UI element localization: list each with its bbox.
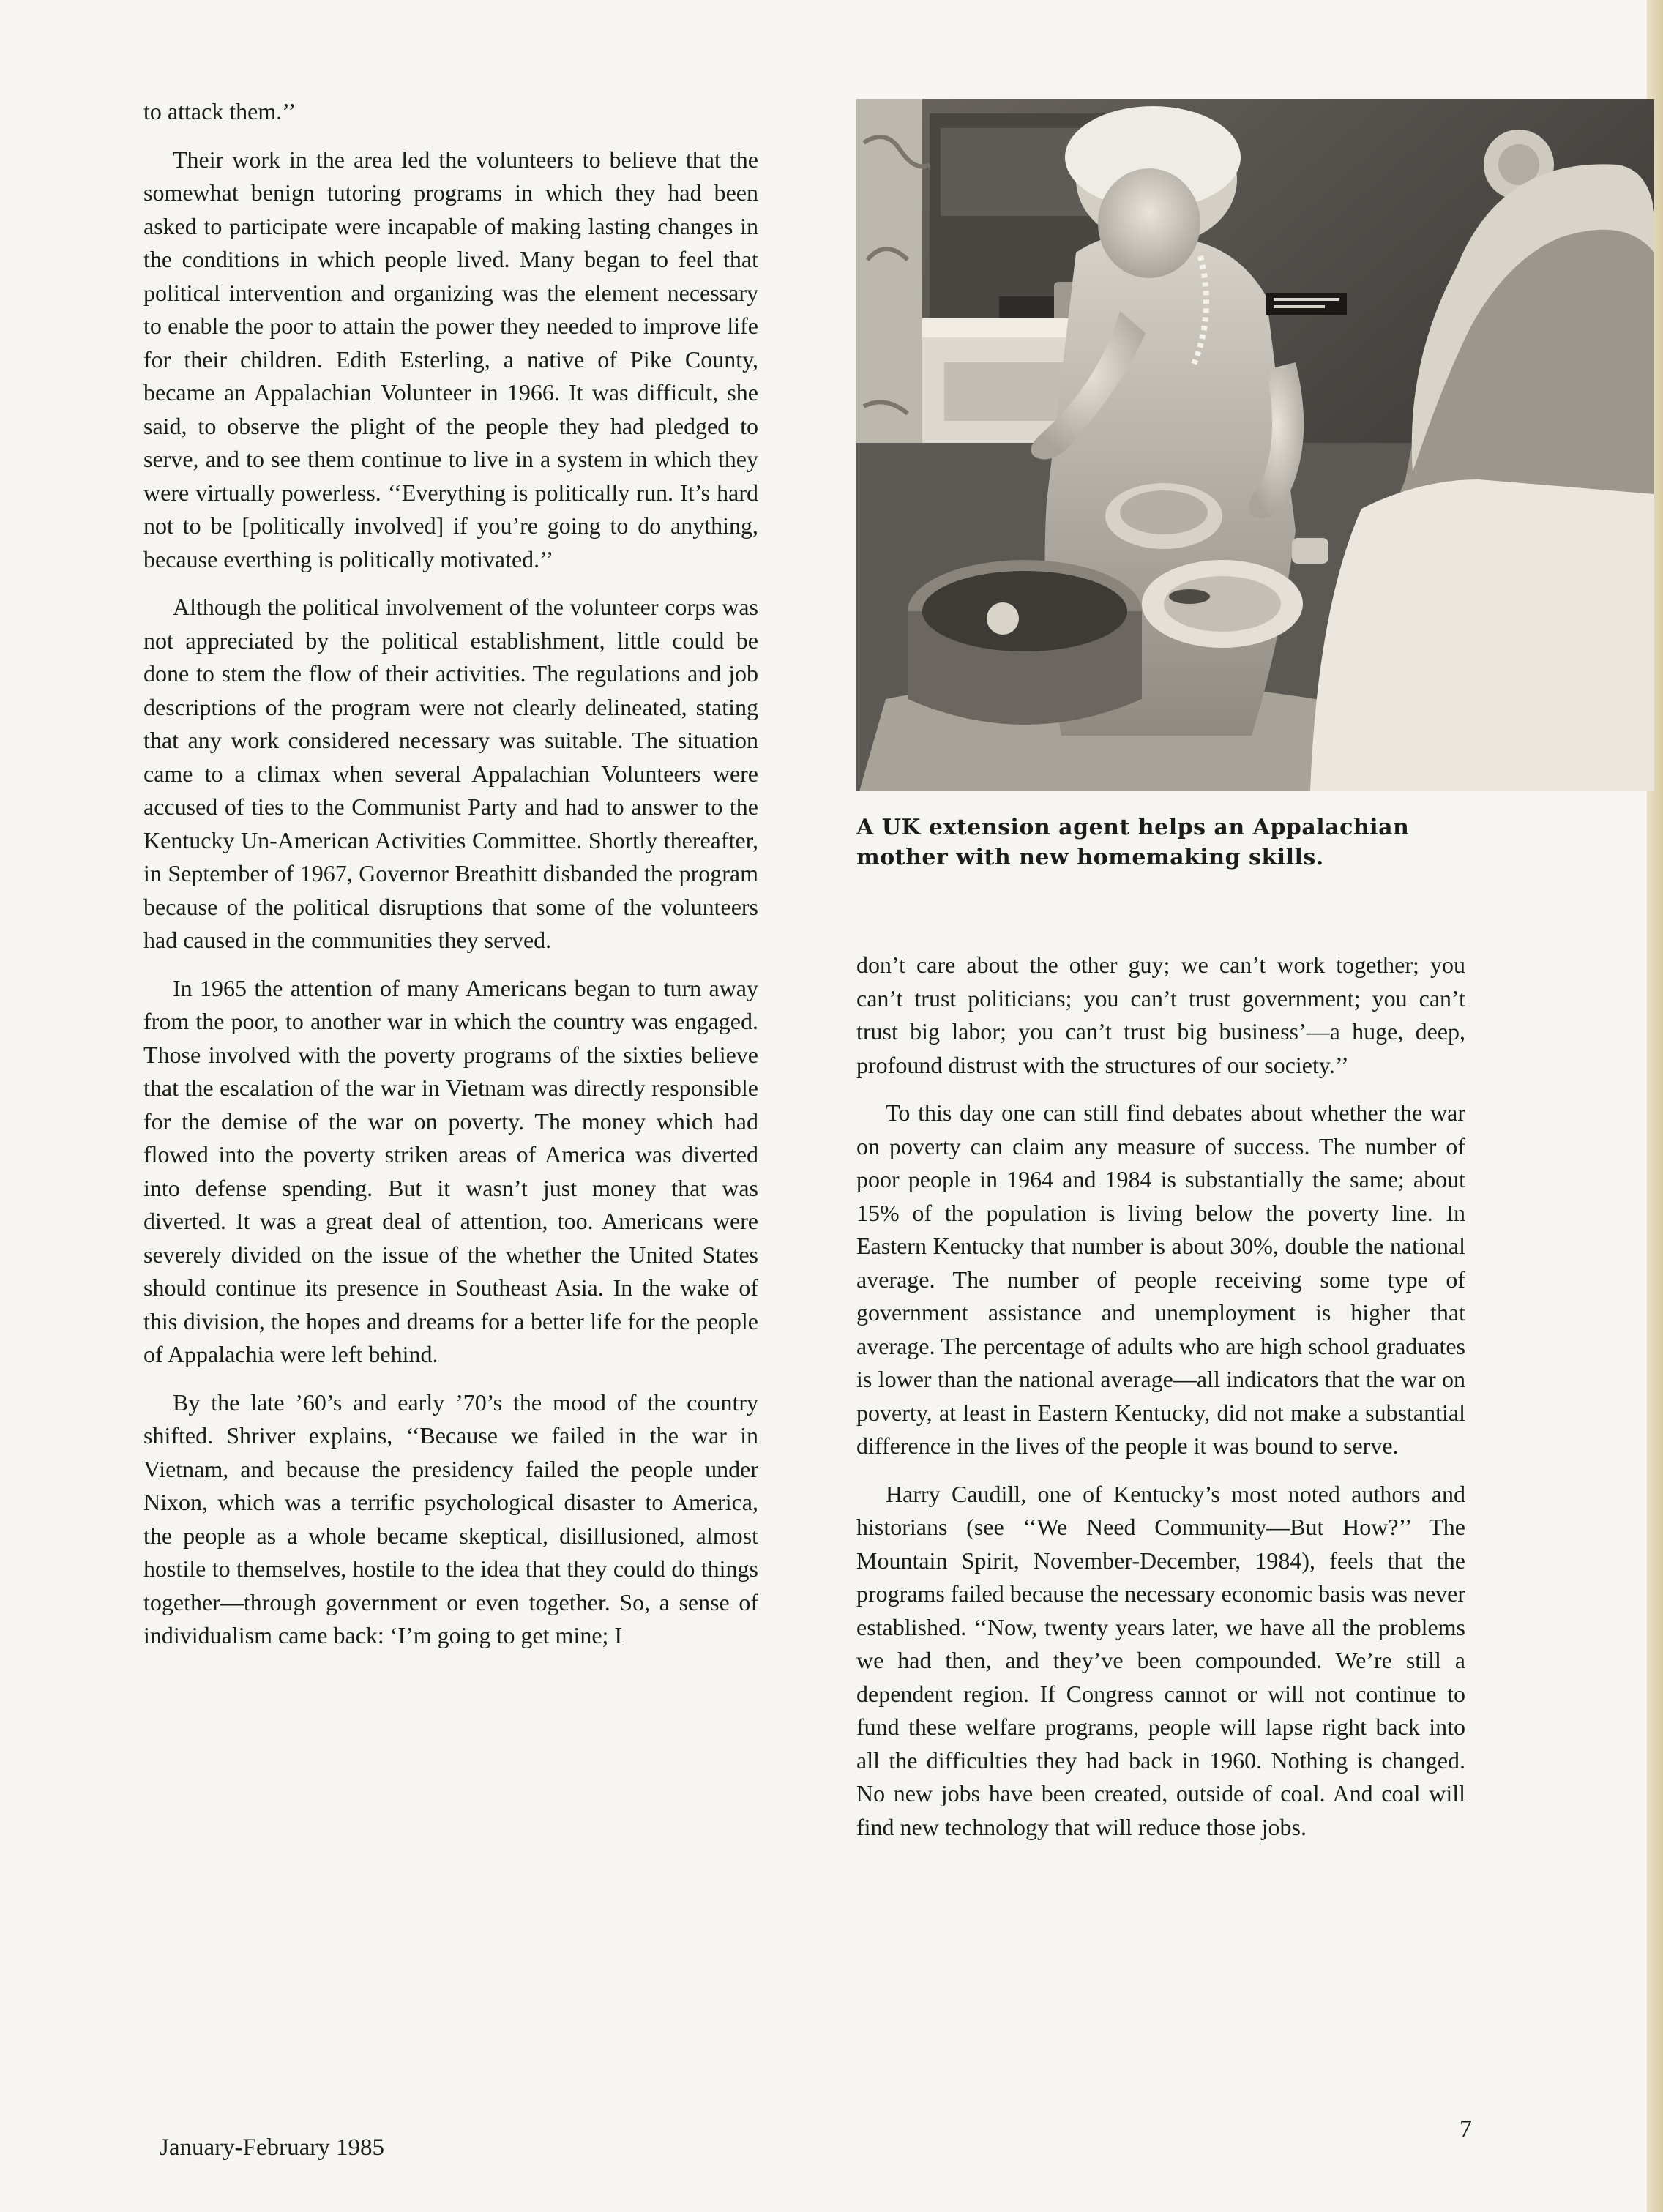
paragraph: don’t care about the other guy; we can’t work together; you can’t trust politicians; you can’t trust government; you can’t trust big labor; you can’t trust big business’—a huge, deep, profound distrust with the structures of our society.’’ <box>856 952 1465 1078</box>
paragraph: to attack them.’’ <box>143 98 296 124</box>
left-column <box>143 95 758 1667</box>
paragraph: Although the political involvement of the volunteer corps was not appreciated by the political establishment, little could be done to stem the flow of their activities. The regulations and job descriptions of the program were not clearly delineated, stating that any work considered necessary was suitable. The situation came to a climax when several Appalachian Volunteers were accused of ties to the Communist Party and had to answer to the Kentucky Un-American Activities Committee. Shortly thereafter, in September of 1967, Governor Breathitt disbanded the program because of the political disruptions that some of the volunteers had caused in the communities they served. <box>143 594 758 953</box>
paragraph: To this day one can still find debates about whether the war on poverty can claim any measure of success. The number of poor people in 1964 and 1984 is substantially the same; about 15% of the population is living below the poverty line. In Eastern Kentucky that number is about 30%, double the national average. The number of people receiving some type of government assistance and unemployment is higher that average. The percentage of adults who are high school graduates is lower than the national average—all indicators that the war on poverty, at least in Eastern Kentucky, did not make a substantial difference in the lives of the people it was bound to serve. <box>856 1099 1465 1459</box>
paragraph: Harry Caudill, one of Kentucky’s most noted authors and historians (see ‘‘We Need Community—But How?’’ The Mountain Spirit, November-December, 1984), feels that the programs failed because the necessary economic basis was never established. ‘‘Now, twenty years later, we have all the problems we had then, and they’ve been compounded. We’re still a dependent region. If Congress cannot or will not continue to fund these welfare programs, people will lapse right back into all the difficulties they had back in 1960. Nothing is changed. No new jobs have been created, outside of coal. And coal will find new technology that will reduce those jobs. <box>856 1480 1465 1840</box>
paragraph: In 1965 the attention of many Americans began to turn away from the poor, to another war in which the country was engaged. Those involved with the poverty programs of the sixties believe that the escalation of the war in Vietnam was directly responsible for the demise of the war on poverty. The money which had flowed into the poverty striken areas of America was diverted into defense spending. But it wasn’t just money that was diverted. It was a great deal of attention, too. Americans were severely divided on the issue of the whether the United States should continue its presence in Southeast Asia. In the wake of this division, the hopes and dreams for a better life for the people of Appalachia were left behind. <box>143 974 758 1367</box>
photo-caption: A UK extension agent helps an Appalachian mother with new homemaking skills. <box>856 815 1410 870</box>
paragraph: Their work in the area led the volunteers to believe that the somewhat benign tutoring programs in which they had been asked to participate were incapable of making lasting changes in the conditions in which people lived. Many began to feel that political intervention and organizing was the element necessary to enable the poor to attain the power they needed to improve life for their children. Edith Esterling, a native of Pike County, became an Appalachian Volunteer in 1966. It was difficult, she said, to observe the plight of the people they had pledged to serve, and to see them continue to live in a system in which they were virtually powerless. ‘‘Everything is politically run. It’s hard not to be [politically involved] if you’re going to do anything, because everthing is politically motivated.’’ <box>143 146 758 572</box>
page-number: 7 <box>1460 2115 1472 2142</box>
kitchen-photo <box>856 99 1654 791</box>
paragraph: By the late ’60’s and early ’70’s the mood of the country shifted. Shriver explains, ‘‘Because we failed in the war in Vietnam, and because the presidency failed the people under Nixon, which was a terrific psychological disaster to America, the people as a whole became skeptical, disillusioned, almost hostile to themselves, hostile to the idea that they could do things together—through government or even together. So, a sense of individualism came back: ‘I’m going to get mine; I <box>143 1389 758 1648</box>
right-column <box>856 949 1465 1858</box>
issue-date: January-February 1985 <box>160 2134 384 2161</box>
